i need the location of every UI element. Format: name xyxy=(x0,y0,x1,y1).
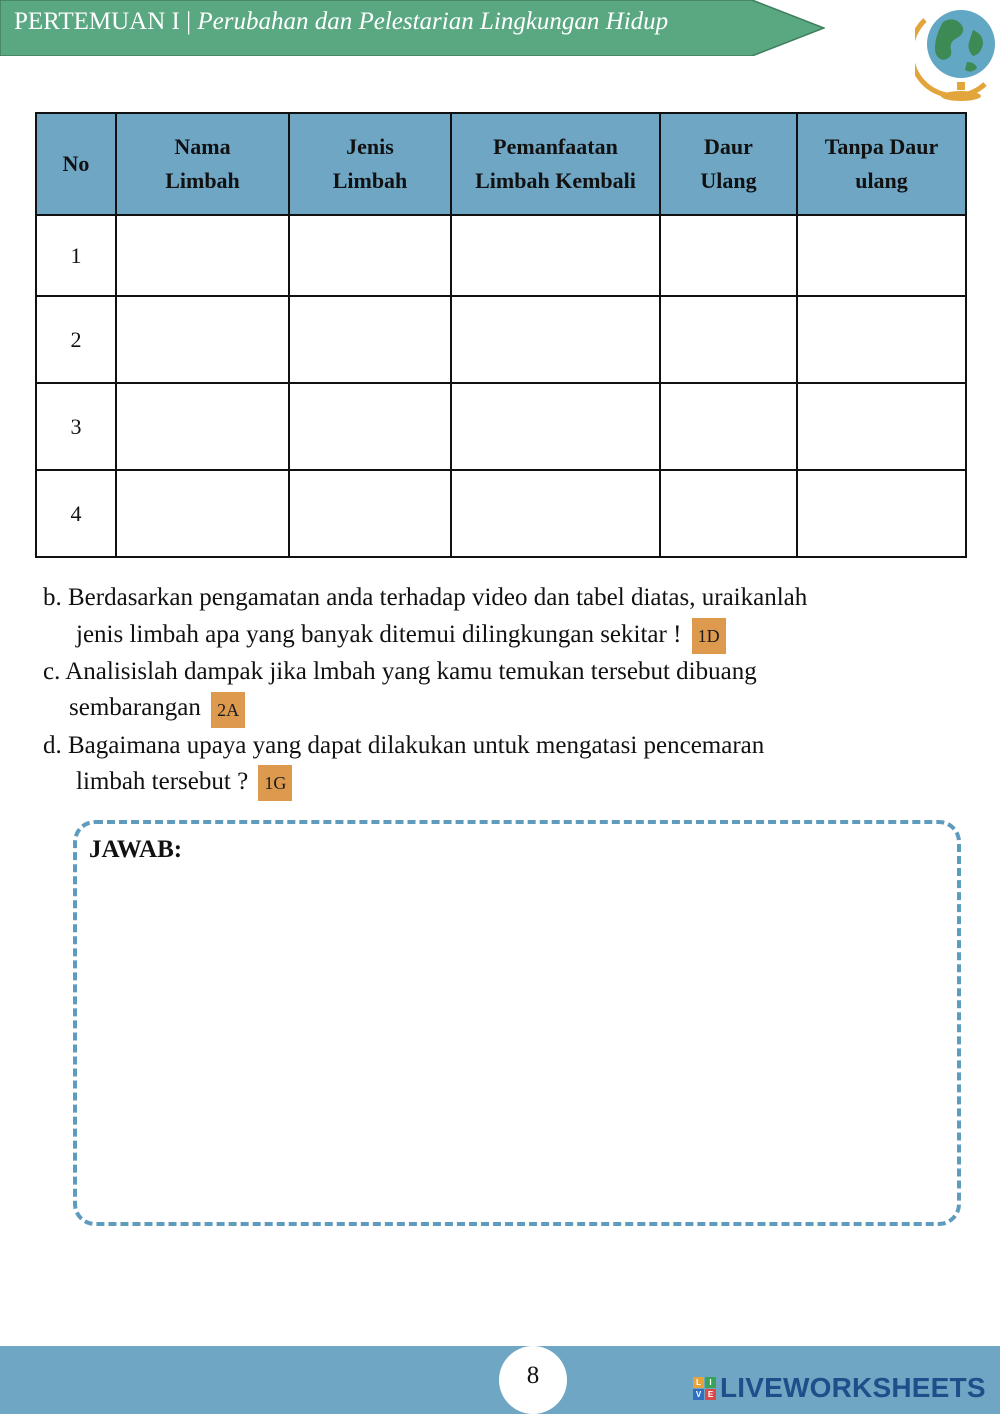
header-tanpa-daur-ulang: Tanpa Daur ulang xyxy=(797,113,966,215)
question-c-line1: c. Analisislah dampak jika lmbah yang kamu temukan tersebut dibuang xyxy=(43,657,757,685)
cell-pemanfaatan[interactable] xyxy=(451,383,660,470)
answer-label: JAWAB: xyxy=(89,836,183,863)
cell-daur-ulang[interactable] xyxy=(660,296,797,383)
banner-label: PERTEMUAN I | xyxy=(14,8,192,35)
question-b-line2: jenis limbah apa yang banyak ditemui dilingkungan sekitar ! xyxy=(76,620,682,648)
brand-grid-icon: L I V E xyxy=(693,1377,716,1400)
header-banner xyxy=(0,0,825,56)
cell-jenis-limbah[interactable] xyxy=(289,470,451,557)
question-d xyxy=(43,728,963,802)
cell-jenis-limbah[interactable] xyxy=(289,296,451,383)
cell-nama-limbah[interactable] xyxy=(116,215,289,296)
answer-box[interactable] xyxy=(73,820,961,1226)
row-number: 3 xyxy=(36,383,116,470)
table-row xyxy=(36,470,966,557)
question-c xyxy=(43,654,963,728)
cell-tanpa-daur-ulang[interactable] xyxy=(797,296,966,383)
badge-1g: 1G xyxy=(258,765,292,801)
cell-tanpa-daur-ulang[interactable] xyxy=(797,215,966,296)
globe-icon xyxy=(915,0,1000,102)
limbah-table xyxy=(35,112,967,558)
header-pemanfaatan: Pemanfaatan Limbah Kembali xyxy=(451,113,660,215)
cell-daur-ulang[interactable] xyxy=(660,470,797,557)
cell-jenis-limbah[interactable] xyxy=(289,383,451,470)
cell-nama-limbah[interactable] xyxy=(116,296,289,383)
banner-subtitle: Perubahan dan Pelestarian Lingkungan Hidup xyxy=(197,8,669,35)
brand-text: LIVEWORKSHEETS xyxy=(720,1372,986,1403)
table-row xyxy=(36,215,966,296)
cell-nama-limbah[interactable] xyxy=(116,470,289,557)
cell-tanpa-daur-ulang[interactable] xyxy=(797,383,966,470)
row-number: 4 xyxy=(36,470,116,557)
row-number: 1 xyxy=(36,215,116,296)
header-no: No xyxy=(36,113,116,215)
header-daur-ulang: Daur Ulang xyxy=(660,113,797,215)
question-c-line2: sembarangan xyxy=(69,694,201,722)
cell-jenis-limbah[interactable] xyxy=(289,215,451,296)
cell-pemanfaatan[interactable] xyxy=(451,215,660,296)
row-number: 2 xyxy=(36,296,116,383)
badge-2a: 2A xyxy=(211,692,245,728)
table-row xyxy=(36,296,966,383)
cell-daur-ulang[interactable] xyxy=(660,383,797,470)
header-jenis-limbah: Jenis Limbah xyxy=(289,113,451,215)
header-nama-limbah: Nama Limbah xyxy=(116,113,289,215)
page-number: 8 xyxy=(499,1346,567,1414)
cell-nama-limbah[interactable] xyxy=(116,383,289,470)
cell-tanpa-daur-ulang[interactable] xyxy=(797,470,966,557)
question-b xyxy=(43,580,963,654)
liveworksheets-logo xyxy=(693,1370,986,1406)
cell-daur-ulang[interactable] xyxy=(660,215,797,296)
table-row xyxy=(36,383,966,470)
badge-1d: 1D xyxy=(692,618,726,654)
question-d-line2: limbah tersebut ? xyxy=(76,768,249,796)
table-header-row xyxy=(36,113,966,215)
question-d-line1: d. Bagaimana upaya yang dapat dilakukan untuk mengatasi pencemaran xyxy=(43,731,765,759)
cell-pemanfaatan[interactable] xyxy=(451,470,660,557)
questions xyxy=(43,580,963,801)
cell-pemanfaatan[interactable] xyxy=(451,296,660,383)
question-b-line1: b. Berdasarkan pengamatan anda terhadap video dan tabel diatas, uraikanlah xyxy=(43,584,808,611)
banner-title xyxy=(14,8,668,36)
